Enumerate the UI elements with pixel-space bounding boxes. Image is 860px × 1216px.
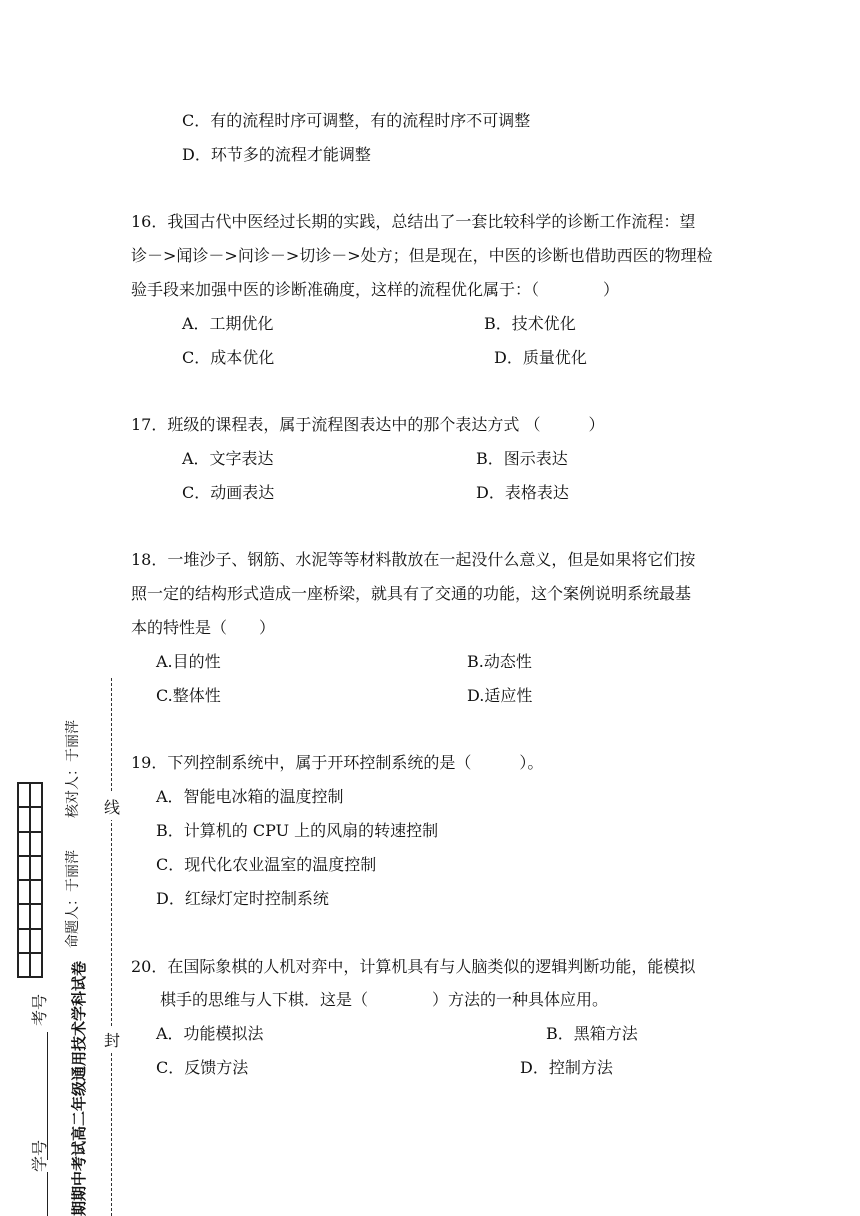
q15-option-c: C．有的流程时序可调整，有的流程时序不可调整 [182, 111, 531, 130]
seal-dashed-line [111, 678, 112, 1216]
q19-option-a: A．智能电冰箱的温度控制 [156, 787, 344, 806]
q18-option-a: A.目的性 [156, 652, 221, 671]
exam-no-underline [47, 1032, 48, 1160]
q20-option-a: A．功能模拟法 [156, 1024, 264, 1043]
q20-option-d: D．控制方法 [520, 1058, 613, 1077]
seal-mark: 封 [104, 1026, 120, 1053]
q15-option-d: D．环节多的流程才能调整 [182, 145, 371, 164]
exam-title: 期期中考试高二年级通用技术学科试卷 [70, 960, 88, 1216]
q16-option-d: D．质量优化 [494, 348, 587, 367]
q16-option-a: A．工期优化 [182, 314, 274, 333]
q16-stem-line-3: 验手段来加强中医的诊断准确度，这样的流程优化属于：（ ） [131, 280, 620, 299]
q20-stem-line-2: 棋手的思维与人下棋．这是（ ）方法的一种具体应用。 [160, 990, 609, 1009]
q18-stem-line-1: 18．一堆沙子、钢筋、水泥等等材料散放在一起没什么意义，但是如果将它们按 [131, 550, 696, 569]
q18-stem-line-3: 本的特性是（ ） [131, 618, 276, 637]
q18-stem-line-2: 照一定的结构形式造成一座桥梁，就具有了交通的功能，这个案例说明系统最基 [131, 584, 692, 603]
checker-label: 核对人：于丽萍 [65, 720, 81, 818]
exam-number-boxes [17, 782, 43, 978]
q16-stem-line-2: 诊－>闻诊－>问诊－>切诊－>处方；但是现在，中医的诊断也借助西医的物理检 [131, 246, 713, 265]
q18-option-c: C.整体性 [156, 686, 221, 705]
student-no-underline [47, 1172, 48, 1216]
q17-stem: 17．班级的课程表，属于流程图表达中的那个表达方式 （ ） [131, 415, 605, 434]
q19-stem: 19．下列控制系统中，属于开环控制系统的是（ ）。 [131, 753, 544, 772]
q17-option-a: A．文字表达 [182, 449, 274, 468]
q17-option-d: D．表格表达 [476, 483, 569, 502]
exam-no-label: 考号 [30, 993, 49, 1026]
q20-option-b: B．黑箱方法 [546, 1024, 638, 1043]
q16-stem-line-1: 16．我国古代中医经过长期的实践，总结出了一套比较科学的诊断工作流程：望 [131, 212, 696, 231]
q20-option-c: C．反馈方法 [156, 1058, 249, 1077]
q19-option-c: C．现代化农业温室的温度控制 [156, 855, 377, 874]
setter-label: 命题人：于丽萍 [65, 850, 81, 948]
q17-option-c: C．动画表达 [182, 483, 275, 502]
q20-stem-line-1: 20．在国际象棋的人机对弈中，计算机具有与人脑类似的逻辑判断功能，能模拟 [131, 957, 696, 976]
q17-option-b: B．图示表达 [476, 449, 568, 468]
q16-option-c: C．成本优化 [182, 348, 275, 367]
student-no-label: 学号 [30, 1139, 49, 1172]
q18-option-d: D.适应性 [467, 686, 533, 705]
q19-option-b: B．计算机的 CPU 上的风扇的转速控制 [156, 821, 439, 840]
q18-option-b: B.动态性 [467, 652, 532, 671]
q19-option-d: D．红绿灯定时控制系统 [156, 889, 329, 908]
line-mark: 线 [104, 793, 120, 820]
q16-option-b: B．技术优化 [484, 314, 576, 333]
